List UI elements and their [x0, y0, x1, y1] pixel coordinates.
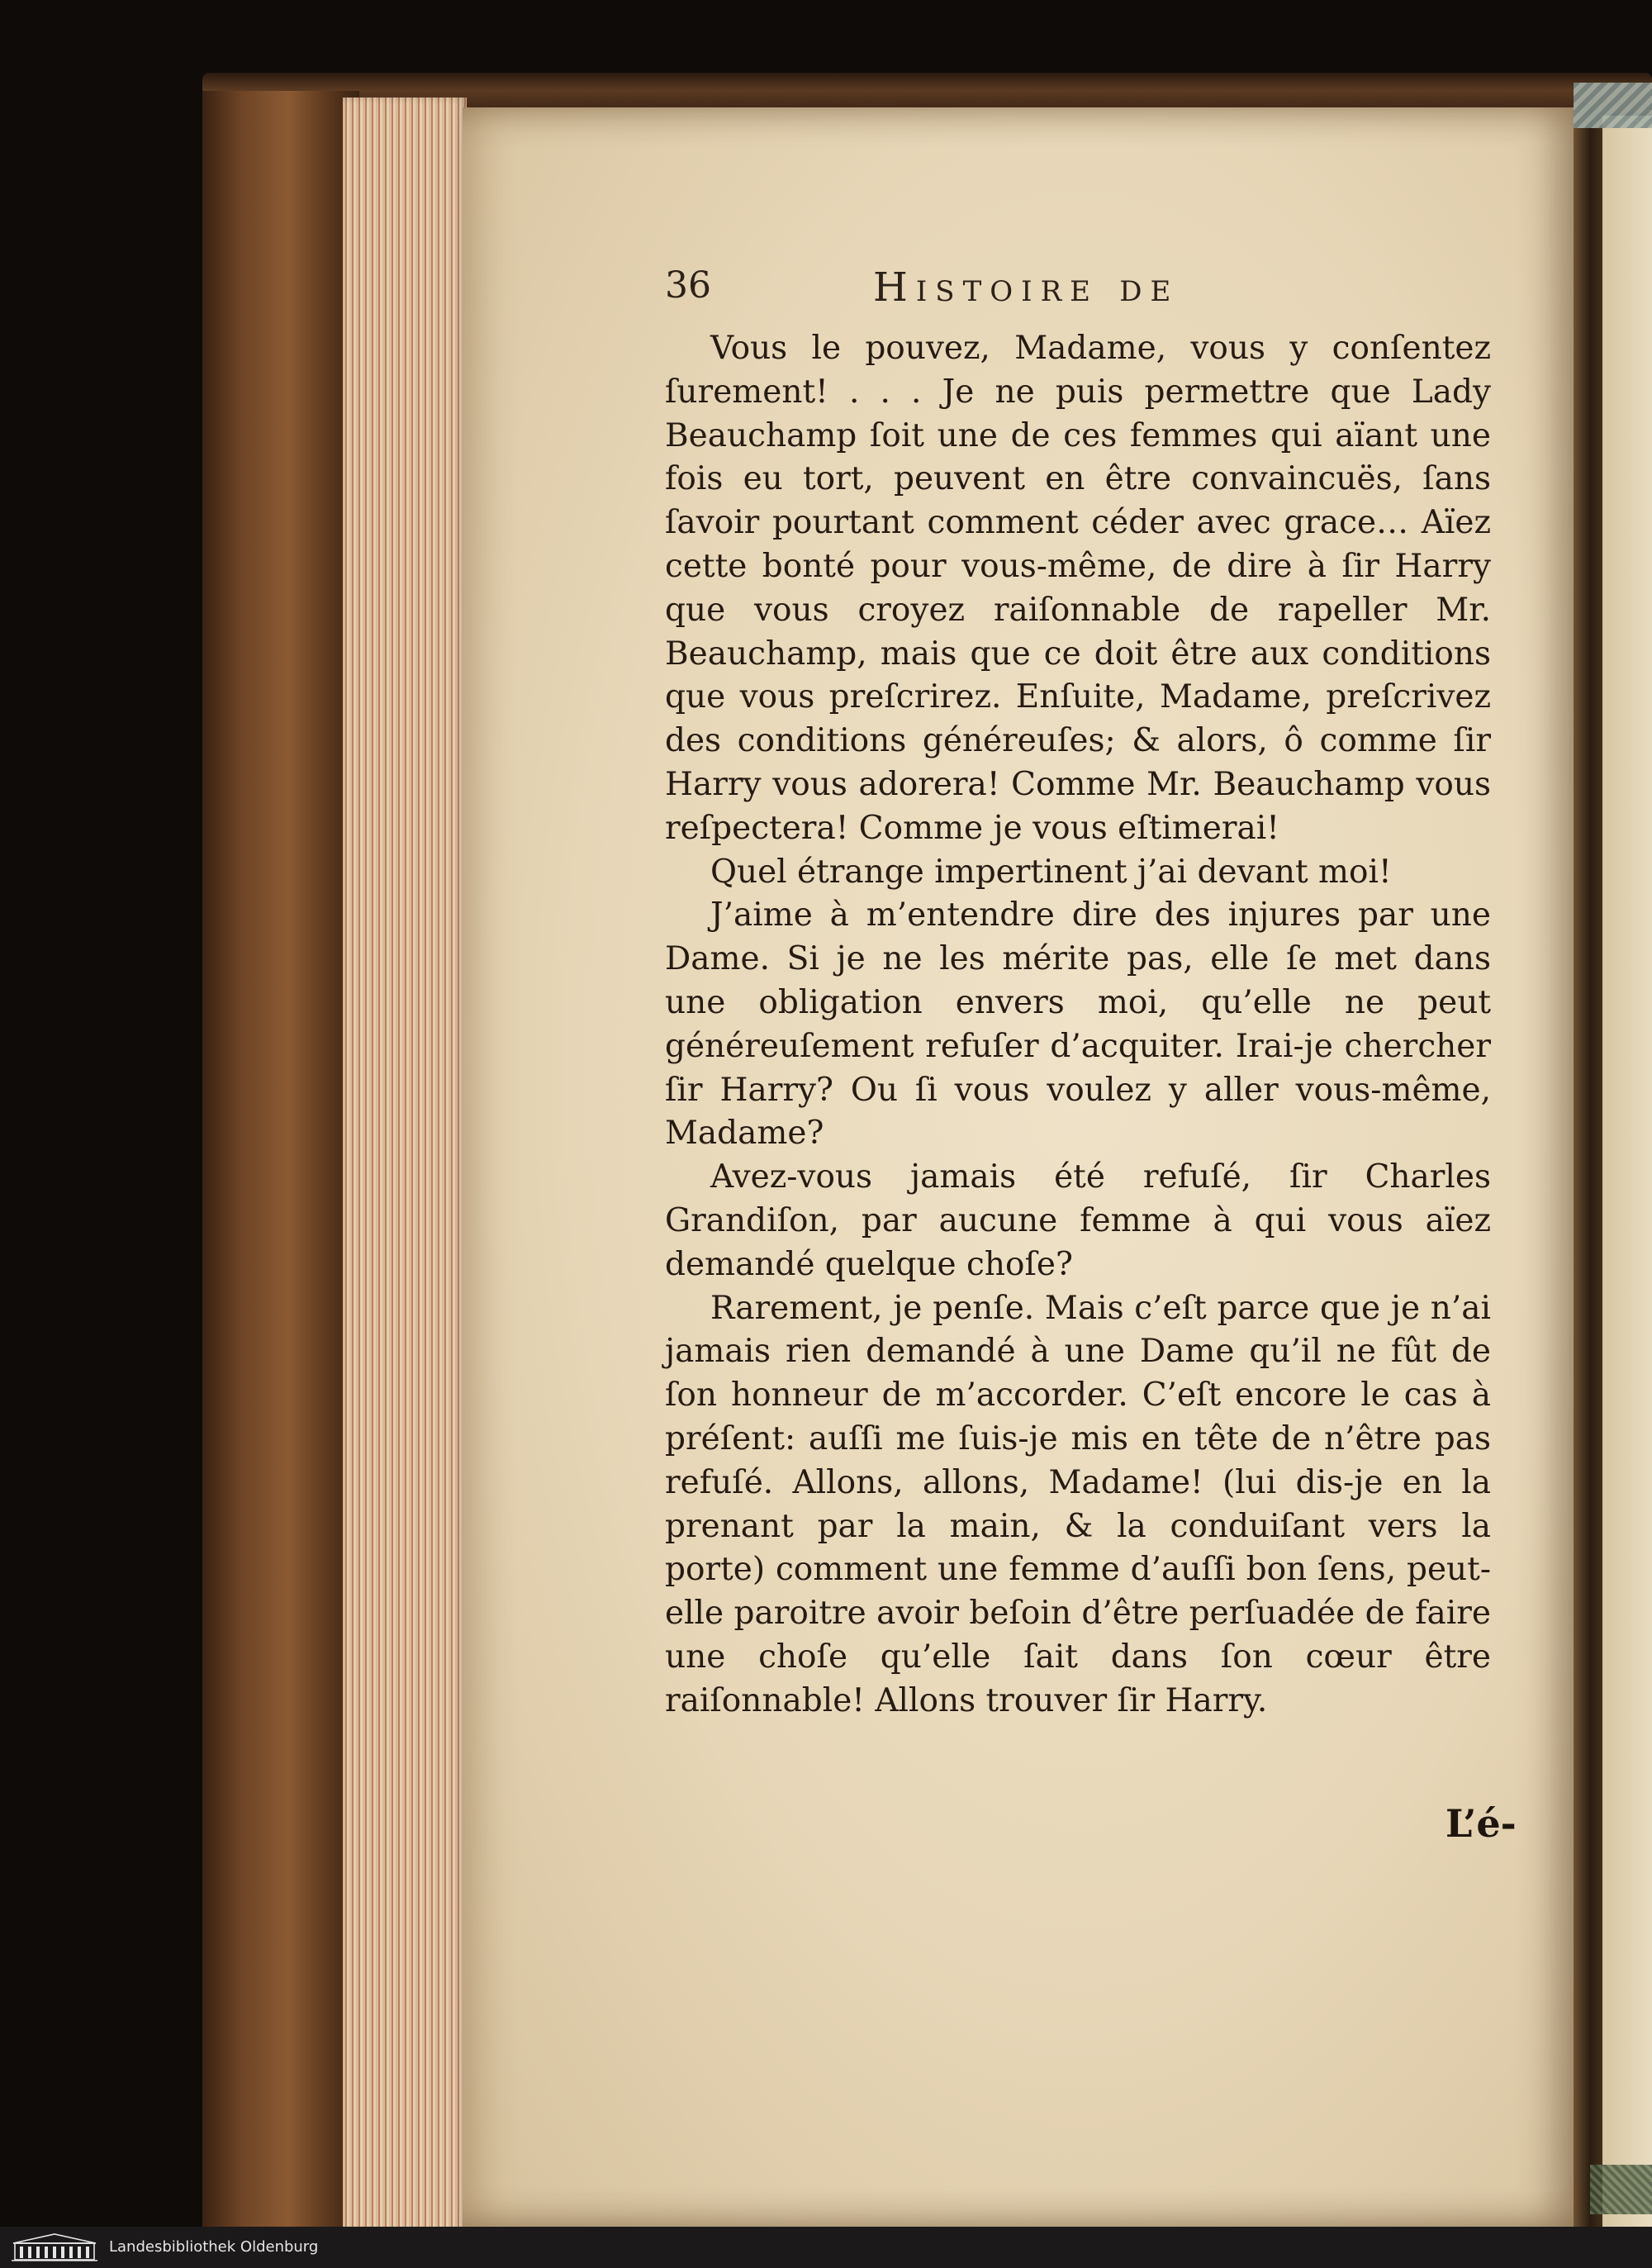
facing-page-edge	[1602, 116, 1652, 2227]
text-block	[665, 327, 1491, 1724]
running-head: Histoire de	[873, 264, 1180, 311]
paragraph: J’aime à m’entendre dire des injures par une Dame. Si je ne les mérite pas, elle ſe met dans une obligation envers moi, qu’elle ne peut généreuſement refuſer d’acquiter. Irai-je chercher ſir Harry? Ou ſi vous voulez y aller vous-même, Madame?	[665, 896, 1491, 1153]
paragraph: Vous le pouvez, Madame, vous y conſentez ſurement! . . . Je ne puis permettre que Lady Beauchamp ſoit une de ces femmes qui aïant une fois eu tort, peuvent en être convaincuës, ſans ſavoir pourtant comment céder avec grace… Aïez cette bonté pour vous-même, de dire à ſir Harry que vous croyez raiſonnable de rapeller Mr. Beauchamp, mais que ce doit être aux conditions que vous preſcrirez. Enſuite, Madame, preſcrivez des conditions généreuſes; & alors, ô comme ſir Harry vous adorera! Comme Mr. Beauchamp vous reſpectera! Comme je vous eſtimerai!	[665, 330, 1491, 847]
book-gutter	[1574, 107, 1607, 2227]
paragraph: Avez-vous jamais été refuſé, ſir Charles Grandiſon, par aucune femme à qui vous aïez demandé quelque choſe?	[665, 1158, 1491, 1283]
paragraph: Rarement, je penſe. Mais c’eſt parce que je n’ai jamais rien demandé à une Dame qu’il ne fût de ſon honneur de m’accorder. C’eſt encore le cas à préſent: auſſi me ſuis-je mis en tête de n’être pas refuſé. Allons, allons, Madame! (lui dis-je en la prenant par la main, & la conduiſant vers la porte) comment une femme d’auſſi bon ſens, peut-elle paroitre avoir beſoin d’être perſuadée de faire une choſe qu’elle ſait dans ſon cœur être raiſonnable! Allons trouver ſir Harry.	[665, 1289, 1491, 1719]
footer-bar	[0, 2227, 1652, 2268]
library-name: Landesbibliothek Oldenburg	[109, 2238, 319, 2256]
library-building-icon	[10, 2232, 99, 2263]
page-number: 36	[665, 264, 711, 307]
book-cover-left	[202, 91, 359, 2227]
paragraph: Quel étrange impertinent j’ai devant moi!	[710, 853, 1392, 891]
corner-fabric	[1590, 2165, 1652, 2214]
page-edges	[343, 97, 467, 2227]
page-header	[665, 264, 1491, 322]
headband	[1574, 83, 1652, 128]
catchword: L’é-	[1446, 1801, 1517, 1846]
